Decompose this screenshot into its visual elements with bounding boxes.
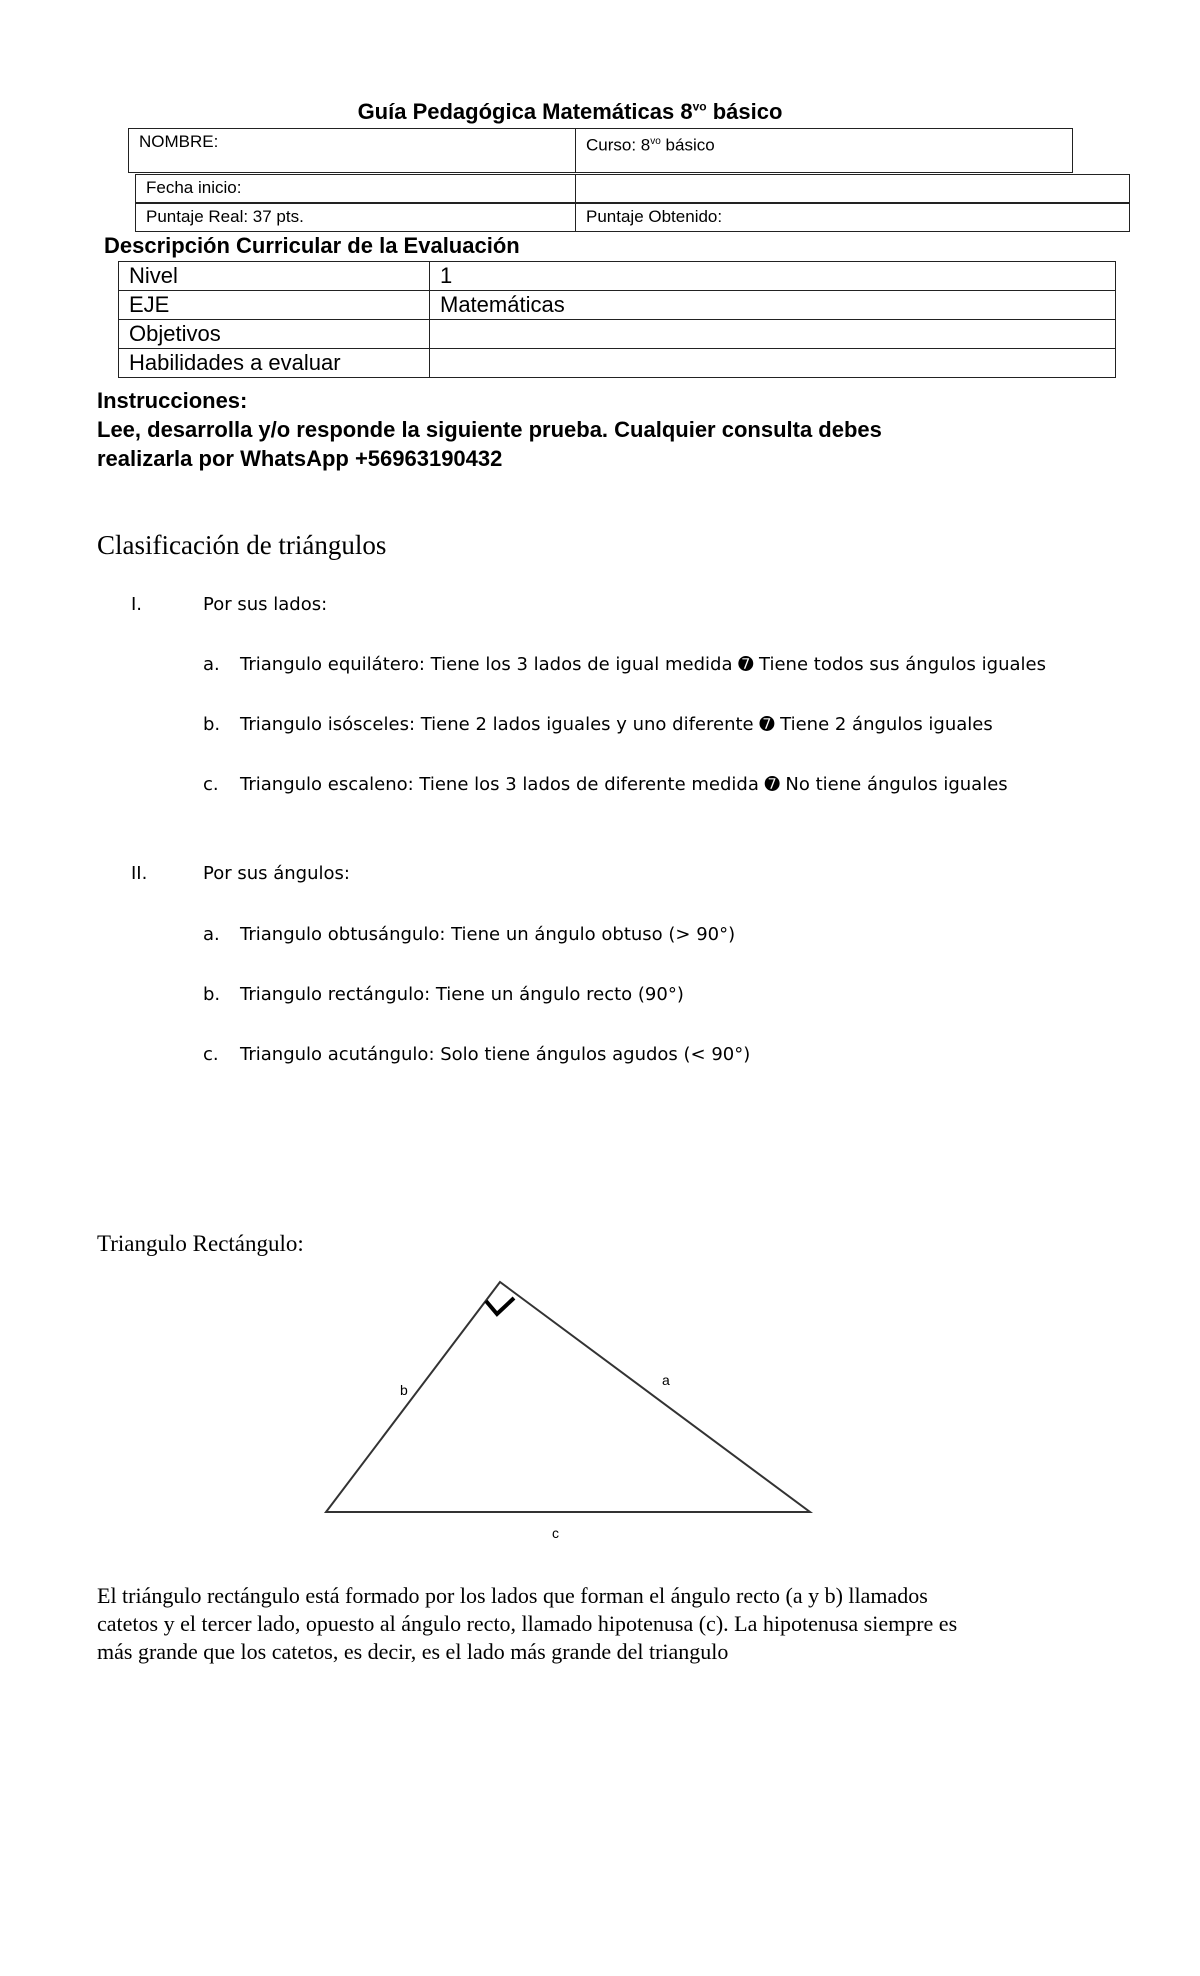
triangle-shape [326,1282,810,1512]
section-numeral: I. [131,594,143,615]
list-item: Triangulo equilátero: Tiene los 3 lados de igual medida ➐ Tiene todos sus ángulos iguales [240,654,1046,675]
instrucciones-line: realizarla por WhatsApp +56963190432 [97,446,503,471]
list-item-letter: b. [203,984,221,1005]
section-heading: Por sus lados: [203,594,328,615]
page-title: Guía Pedagógica Matemáticas $8^{vo}$ básico [357,99,783,124]
puntaje-obtenido-field[interactable]: Puntaje Obtenido: [575,203,1130,232]
list-item: Triangulo rectángulo: Tiene un ángulo recto (90°) [240,984,684,1005]
right-angle-marker [486,1298,514,1314]
instrucciones [97,386,1077,473]
list-item-letter: c. [203,1044,219,1065]
triangulo-title: Triangulo Rectángulo: [97,1231,304,1256]
list-item: Triangulo isósceles: Tiene 2 lados iguales y uno diferente ➐ Tiene 2 ángulos iguales [240,714,993,735]
table-row: Nivel 1 [119,262,1116,291]
table-row: EJE Matemáticas [119,291,1116,320]
instrucciones-line: Lee, desarrolla y/o responde la siguiente prueba. Cualquier consulta debes [97,417,882,442]
section-title: Clasificación de triángulos [97,530,387,560]
side-label-b: b [400,1382,408,1398]
list-item-letter: b. [203,714,221,735]
list-item-letter: a. [203,924,220,945]
section-numeral: II. [131,863,148,884]
puntaje-real: Puntaje Real: 37 pts. [135,203,576,232]
list-item: Triangulo escaleno: Tiene los 3 lados de diferente medida ➐ No tiene ángulos iguales [240,774,1008,795]
curso-field: Curso: $8^{vo}$ básico [575,128,1073,173]
fecha-inicio-field[interactable]: Fecha inicio: [135,174,576,203]
list-item: Triangulo acutángulo: Solo tiene ángulos agudos (< 90°) [240,1044,751,1065]
side-label-c: c [552,1525,559,1541]
fecha-inicio-value[interactable] [575,174,1130,203]
descripcion-table [118,261,1116,378]
nombre-field[interactable]: NOMBRE: [128,128,576,173]
instrucciones-title: Instrucciones: [97,388,248,413]
descripcion-title: Descripción Curricular de la Evaluación [104,233,520,258]
table-row: Habilidades a evaluar [119,349,1116,378]
right-triangle-diagram [300,1270,820,1550]
explicacion-paragraph: El triángulo rectángulo está formado por los lados que forman el ángulo recto (a y b) llamados catetos y el tercer lado, opuesto al ángulo recto, llamado hipotenusa (c). La hipotenusa siempre es más grande que los catetos, es decir, es el lado más grande del triangulo [97,1583,958,1664]
list-item-letter: c. [203,774,219,795]
side-label-a: a [662,1372,670,1388]
table-row: Objetivos [119,320,1116,349]
section-heading: Por sus ángulos: [203,863,350,884]
list-item: Triangulo obtusángulo: Tiene un ángulo obtuso (> 90°) [240,924,736,945]
list-item-letter: a. [203,654,220,675]
